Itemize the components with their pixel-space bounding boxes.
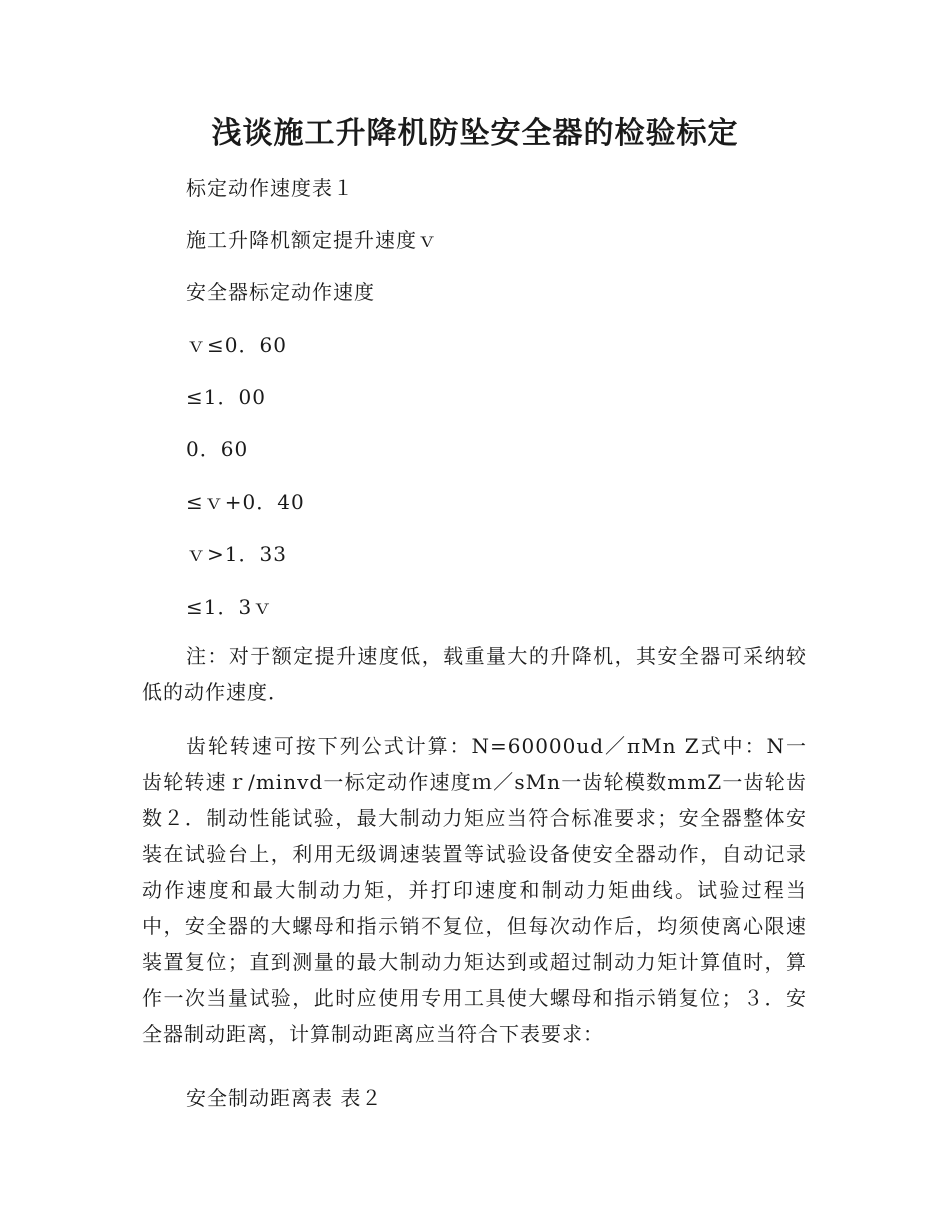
table-cell: ｖ>1．33: [186, 542, 287, 566]
table-cell: ｖ≤0．60: [186, 333, 287, 357]
table-caption-2: 安全制动距离表 表２: [186, 1086, 383, 1110]
body-paragraph: 齿轮转速可按下列公式计算：N=60000ud／πMn Z式中：N一齿轮转速ｒ/minvd一标定动作速度ｍ／sMn一齿轮模数mmZ一齿轮齿数２．制动性能试验，最大制动力矩应当符合标准要求；安全器整体安装在试验台上，利用无级调速装置等试验设备使安全器动作，自动记录动作速度和最大制动力矩，并打印速度和制动力矩曲线。试验过程当中，安全器的大螺母和指示销不复位，但每次动作后，均须使离心限速装置复位；直到测量的最大制动力矩达到或超过制动力矩计算值时，算作一次当量试验，此时应使用专用工具使大螺母和指示销复位；３．安全器制动距离，计算制动距离应当符合下表要求：: [142, 734, 807, 1046]
calibrated-speed-label: 安全器标定动作速度: [186, 280, 375, 304]
note-paragraph: 注：对于额定提升速度低，载重量大的升降机，其安全器可采纳较低的动作速度．: [142, 644, 807, 704]
table-cell: ≤1．3ｖ: [186, 595, 274, 619]
table-cell: ≤1．00: [186, 385, 266, 409]
page-title: 浅谈施工升降机防坠安全器的检验标定: [211, 116, 739, 151]
table-cell: 0．60: [186, 437, 249, 461]
rated-speed-label: 施工升降机额定提升速度ｖ: [186, 228, 438, 252]
table-cell: ≤ｖ+0．40: [186, 490, 305, 514]
table-caption-1: 标定动作速度表１: [186, 176, 354, 200]
